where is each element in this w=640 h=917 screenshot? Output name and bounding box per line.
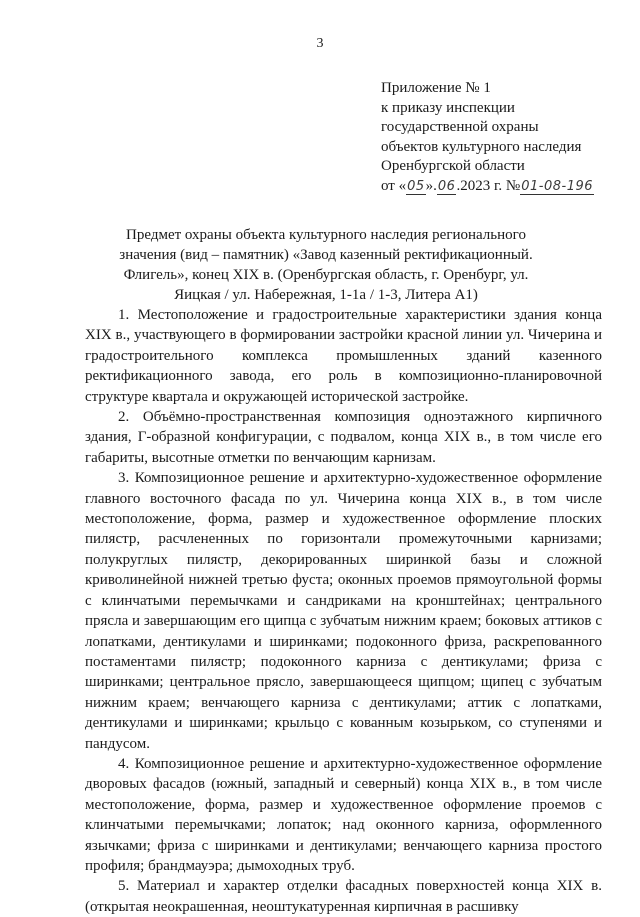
appendix-block <box>381 79 594 196</box>
appendix-line: объектов культурного наследия <box>381 138 582 155</box>
list-item: 1. Местоположение и градостроительные характеристики здания конца XIX в., участвующего в формировании застройки красной линии ул. Чичерина и градостроительного комплекса промышленных зданий казенного ректификационного завода, его роль в композиционно-планировочной структуре квартала и окружающей исторической застройке. <box>85 307 602 405</box>
document-title: Предмет охраны объекта культурного наследия регионального значения (вид – памятник) «Завод казенный ректификационный. Флигель», конец XIX в. (Оренбургская область, г. Оренбург, ул. Яицкая / ул. Набережная, 1-1а / 1-3, Литера А1) <box>119 227 533 303</box>
appendix-line: Оренбургской области <box>381 158 525 174</box>
appendix-line: государственной охраны <box>381 119 539 135</box>
document-body <box>85 305 602 917</box>
appendix-date-line <box>381 177 594 197</box>
appendix-title: Приложение № 1 <box>381 80 491 96</box>
date-prefix: от « <box>381 177 407 194</box>
date-month: 06 <box>437 178 456 194</box>
list-item: 4. Композиционное решение и архитектурно-художественное оформление дворовых фасадов (южный, западный и северный) конца XIX в., в том числе местоположение, форма, размер и художественное оформление проемов с клинчатыми перемычками; лопаток; над оконного карниза, оформленного язычками; фриза с ширинками и дентикулами; венчающего карниза простого профиля; брандмауэра; дымоходных труб. <box>85 755 602 874</box>
list-item: 5. Материал и характер отделки фасадных поверхностей конца XIX в. (открытая неокрашенная, неоштукатуренная кирпичная в расшивку <box>85 878 602 915</box>
date-day: 05 <box>407 178 425 194</box>
appendix-line: к приказу инспекции <box>381 99 515 116</box>
list-item: 3. Композиционное решение и архитектурно-художественное оформление главного восточного фасада по ул. Чичерина конца XIX в., в том числе местоположение, форма, размер и художественное оформление плоских пилястр, расчлененных по горизонтали промежуточными карнизами; полукруглых пилястр, декорированных ширинкой базы и сложной криволинейной нижней третью фуста; оконных проемов прямоугольной формы с клинчатыми перемычками и сандриками на кронштейнах; центрального прясла и завершающим его щипца с зубчатым нижним краем; боковых аттиков с лопатками, дентикулами и ширинками; подоконного фриза, раскрепованного постаментами пилястр; подоконного карниза с дентикулами; фриза с ширинками; центральное прясло, завершающееся щипцом; щипец с зубчатым нижним краем; венчающего карниза с дентикулами; аттик с лопатками, дентикулами и ширинками; крыльцо с кованным козырьком, со ступенями и пандусом. <box>85 470 602 752</box>
order-number: 01-08-196 <box>521 178 594 194</box>
date-year: .2023 г. № <box>456 177 521 194</box>
date-separator: ». <box>425 177 437 194</box>
list-item: 2. Объёмно-пространственная композиция одноэтажного кирпичного здания, Г-образной конфигурации, с подвалом, конца XIX в., в том числе его габариты, высотные отметки по венчающим карнизам. <box>85 409 602 466</box>
page-number: 3 <box>316 36 324 51</box>
